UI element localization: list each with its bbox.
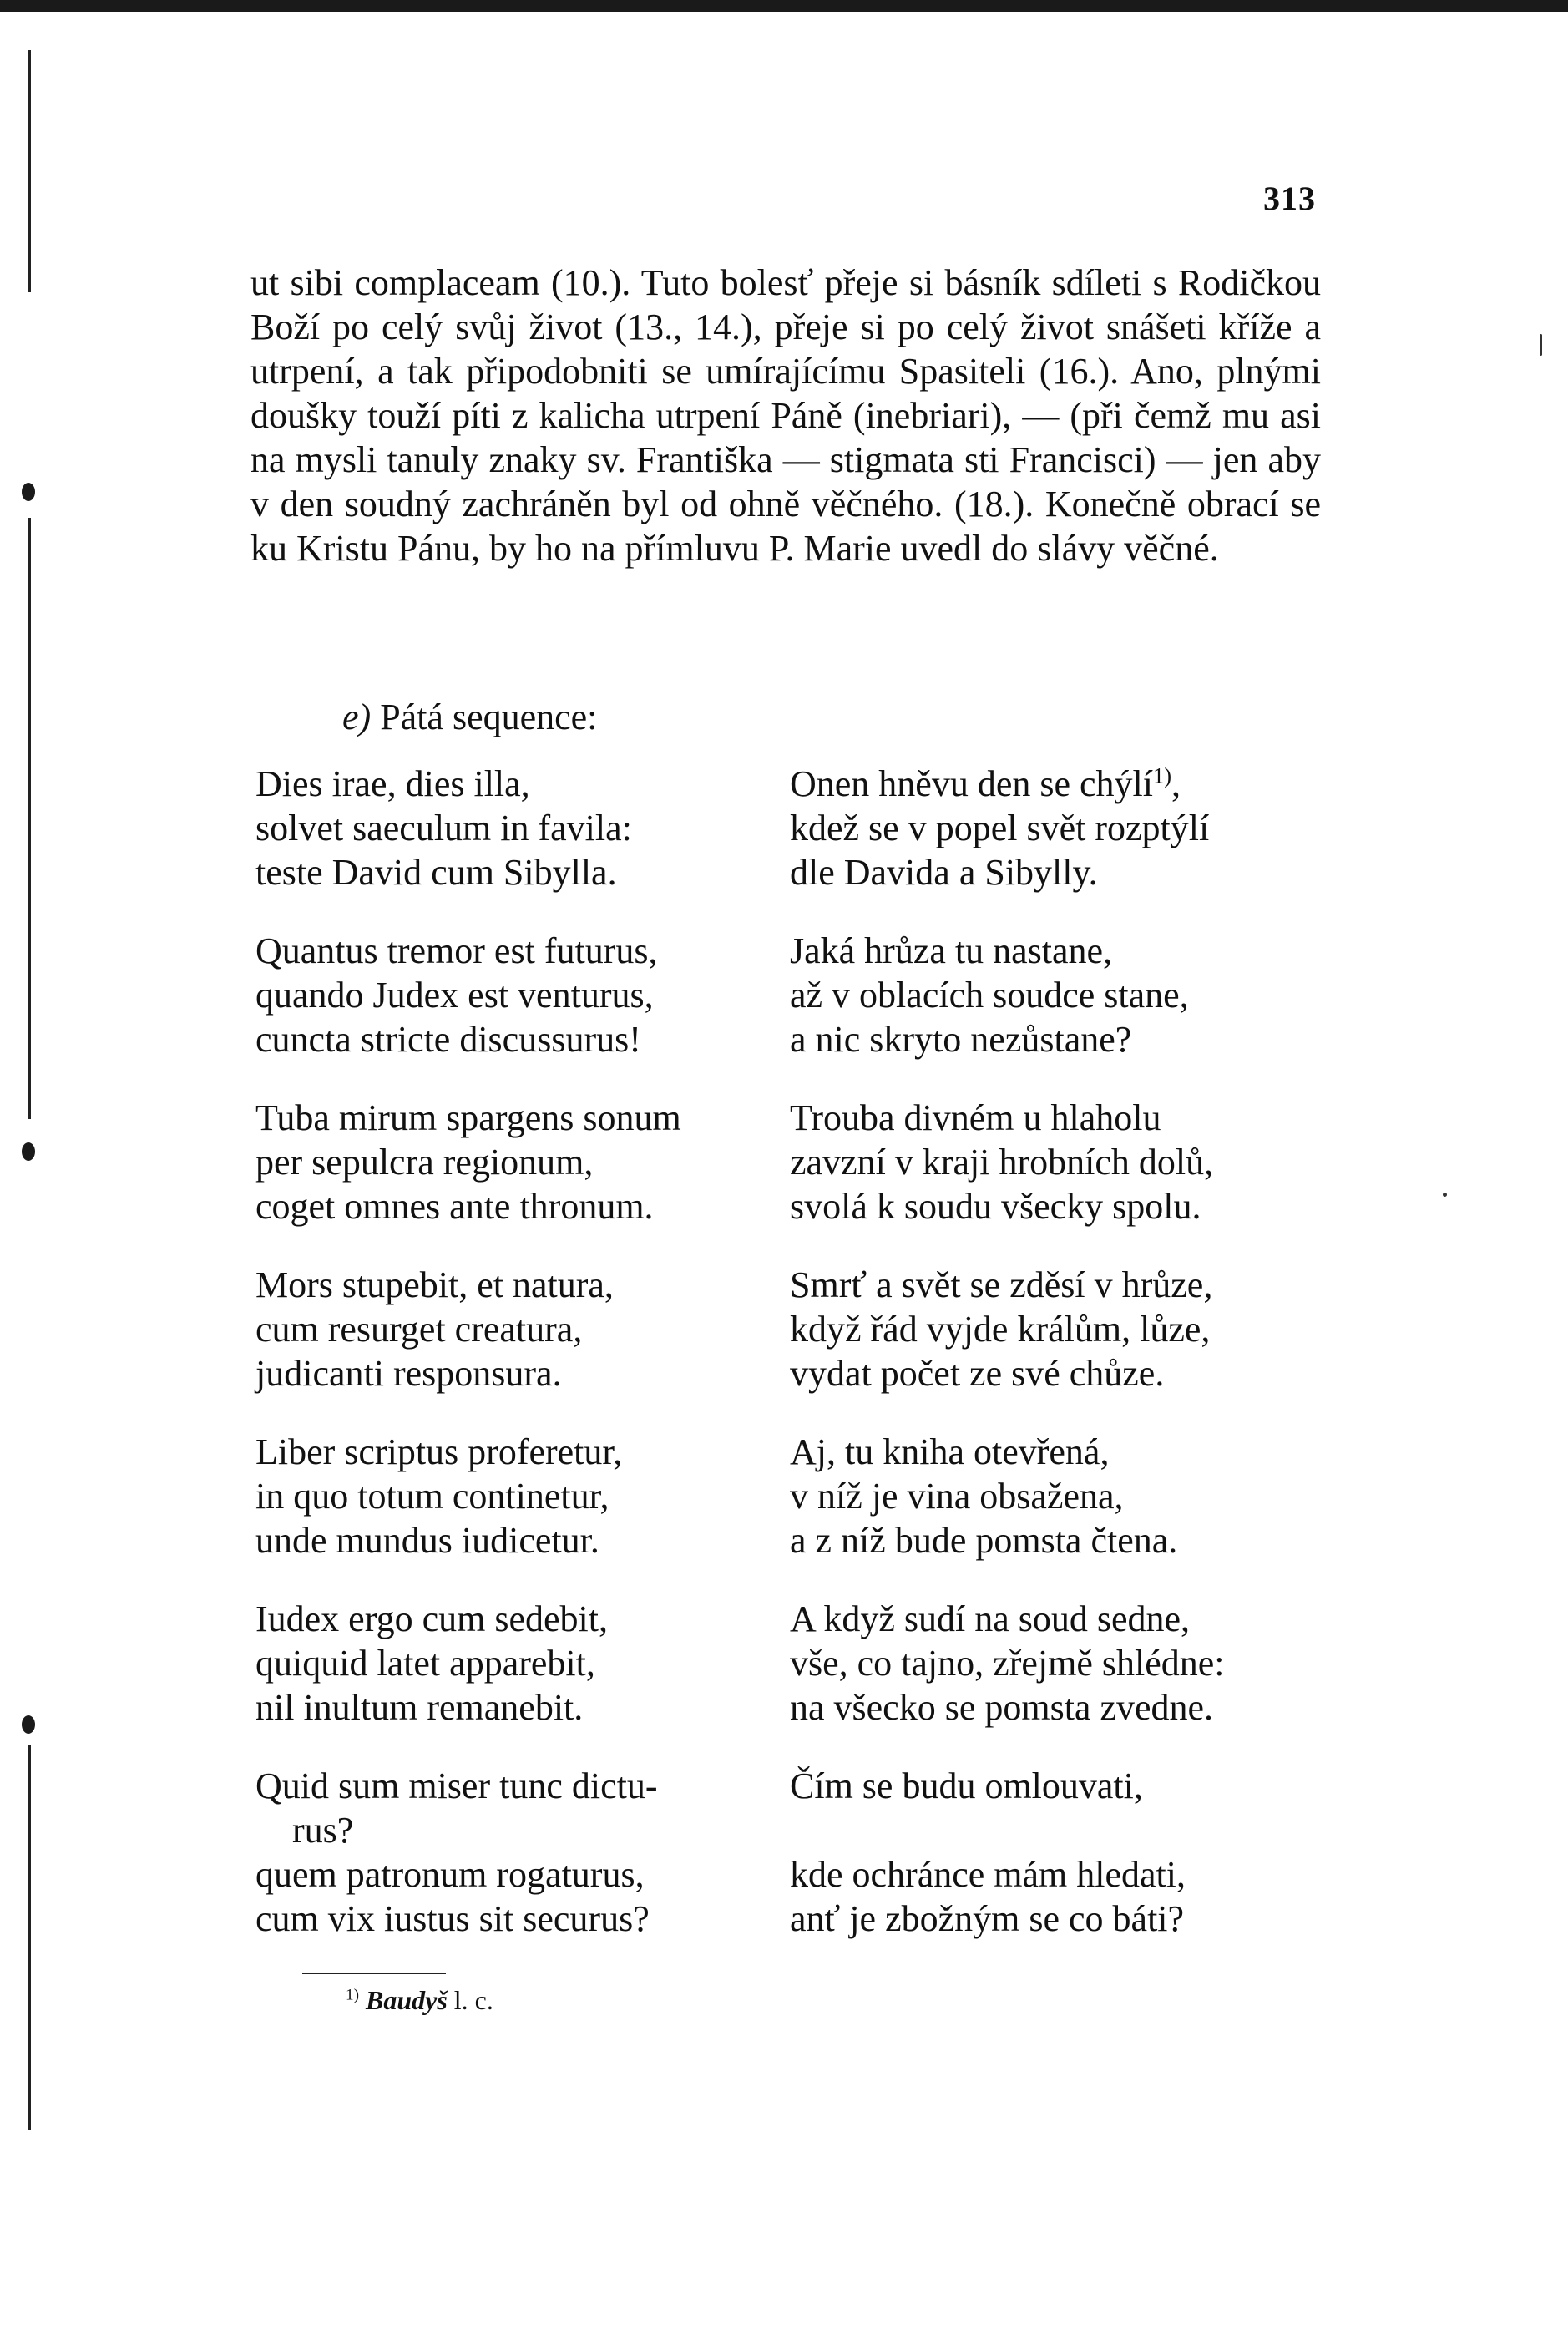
latin-column — [255, 1764, 773, 1941]
czech-line: a z níž bude pomsta čtena. — [790, 1520, 1178, 1561]
latin-line: Quantus tremor est futurus, — [255, 930, 658, 971]
czech-line-text: Onen hněvu den se chýlí — [790, 763, 1153, 804]
latin-line: solvet saeculum in favila: — [255, 808, 632, 848]
czech-line: až v oblacích soudce stane, — [790, 975, 1189, 1016]
czech-column — [790, 929, 1324, 1061]
latin-line: cuncta stricte discussurus! — [255, 1019, 641, 1060]
footnote-author: Baudyš — [365, 1985, 448, 2015]
czech-line: a nic skryto nezůstane? — [790, 1019, 1132, 1060]
czech-line: Aj, tu kniha otevřená, — [790, 1431, 1110, 1472]
latin-line: coget omnes ante thronum. — [255, 1186, 654, 1227]
stanza — [255, 1096, 1324, 1228]
czech-line: kdež se v popel svět rozptýlí — [790, 808, 1210, 848]
stanza — [255, 1597, 1324, 1730]
latin-line: judicanti responsura. — [255, 1353, 562, 1394]
footnote-mark: 1) — [346, 1986, 359, 2004]
czech-line: vše, co tajno, zřejmě shlédne: — [790, 1643, 1225, 1684]
latin-column — [255, 762, 773, 894]
czech-line: na všecko se pomsta zvedne. — [790, 1687, 1214, 1728]
stanza — [255, 762, 1324, 894]
stanza — [255, 1764, 1324, 1941]
stanza — [255, 1263, 1324, 1395]
czech-line: v níž je vina obsažena, — [790, 1476, 1124, 1517]
czech-line: vydat počet ze své chůze. — [790, 1353, 1165, 1394]
scan-speck — [1540, 334, 1542, 356]
latin-line: cum vix iustus sit securus? — [255, 1898, 650, 1939]
czech-line: Trouba divném u hlaholu — [790, 1097, 1161, 1138]
scan-top-edge — [0, 0, 1568, 12]
intro-paragraph: ut sibi complaceam (10.). Tuto bolesť přeje si básník sdíleti s Rodičkou Boží po celý svůj život (13., 14.), přeje si po celý život snášeti kříže a utrpení, a tak připodobniti se umírajícímu Spasiteli (16.). Ano, plnými doušky touží píti z kalicha utrpení Páně (inebriari), — (při čemž mu asi na mysli tanuly znaky sv. Františka — stigmata sti Francisci) — jen aby v den soudný zachráněn byl od ohně věčného. (18.). Konečně obrací se ku Kristu Pánu, by ho na přímluvu P. Marie uvedl do slávy věčné. — [250, 262, 1321, 569]
section-title: Pátá sequence: — [380, 696, 598, 737]
czech-line: když řád vyjde králům, lůze, — [790, 1309, 1211, 1350]
czech-column — [790, 762, 1324, 894]
latin-line: Mors stupebit, et natura, — [255, 1264, 614, 1305]
czech-line: zavzní v kraji hrobních dolů, — [790, 1142, 1214, 1183]
latin-column — [255, 1597, 773, 1730]
czech-column — [790, 1430, 1324, 1563]
czech-column — [790, 1764, 1324, 1941]
section-heading — [342, 695, 597, 739]
czech-column — [790, 1263, 1324, 1395]
scan-speck — [1443, 1193, 1447, 1197]
czech-line: svolá k soudu všecky spolu. — [790, 1186, 1201, 1227]
binding-hole — [22, 483, 35, 501]
latin-line: Liber scriptus proferetur, — [255, 1431, 623, 1472]
czech-line: A když sudí na soud sedne, — [790, 1598, 1191, 1639]
czech-line-spacer — [790, 1808, 1324, 1852]
latin-column — [255, 1096, 773, 1228]
latin-line: Dies irae, dies illa, — [255, 763, 530, 804]
latin-column — [255, 929, 773, 1061]
latin-line: per sepulcra regionum, — [255, 1142, 594, 1183]
binding-rule — [28, 50, 31, 292]
binding-rule — [28, 518, 31, 1119]
latin-line: unde mundus iudicetur. — [255, 1520, 599, 1561]
czech-line: dle Davida a Sibylly. — [790, 852, 1098, 893]
latin-line: quem patronum rogaturus, — [255, 1854, 645, 1895]
footnote — [346, 1983, 493, 2017]
latin-line: quiquid latet apparebit, — [255, 1643, 595, 1684]
czech-column — [790, 1597, 1324, 1730]
latin-line: cum resurget creatura, — [255, 1309, 583, 1350]
latin-line: teste David cum Sibylla. — [255, 852, 617, 893]
footnote-ref: l. c. — [453, 1985, 493, 2015]
czech-line: kde ochránce mám hledati, — [790, 1854, 1186, 1895]
stanza — [255, 1430, 1324, 1563]
latin-line: nil inultum remanebit. — [255, 1687, 584, 1728]
binding-hole — [22, 1715, 35, 1734]
page-number: 313 — [1263, 180, 1316, 217]
latin-line: quando Judex est venturus, — [255, 975, 654, 1016]
latin-line: in quo totum continetur, — [255, 1476, 609, 1517]
latin-line: Tuba mirum spargens sonum — [255, 1097, 681, 1138]
latin-line: Quid sum miser tunc dictu- — [255, 1765, 658, 1806]
section-letter: e) — [342, 696, 372, 737]
czech-line: Onen hněvu den se chýlí$^{1)}$, — [790, 762, 1181, 804]
binding-rule — [28, 1745, 31, 2130]
latin-column — [255, 1430, 773, 1563]
czech-column — [790, 1096, 1324, 1228]
stanza — [255, 929, 1324, 1061]
binding-hole — [22, 1142, 35, 1161]
czech-line: anť je zbožným se co báti? — [790, 1898, 1185, 1939]
czech-line: Čím se budu omlouvati, — [790, 1765, 1143, 1806]
latin-column — [255, 1263, 773, 1395]
footnote-reference: 1) — [1153, 762, 1171, 788]
czech-line: Jaká hrůza tu nastane, — [790, 930, 1113, 971]
czech-line: Smrť a svět se zděsí v hrůze, — [790, 1264, 1213, 1305]
latin-line: Iudex ergo cum sedebit, — [255, 1598, 608, 1639]
latin-line: rus? — [292, 1810, 354, 1851]
footnote-divider — [302, 1973, 446, 1974]
